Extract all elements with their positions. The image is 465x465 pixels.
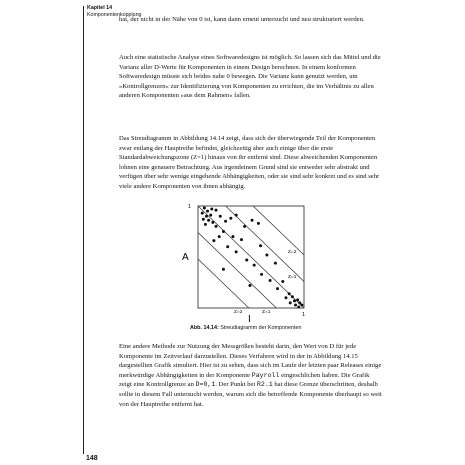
scatter-point xyxy=(203,207,206,210)
zone-label-z2-bottom: Z=2 xyxy=(234,310,243,315)
scatter-point xyxy=(289,301,292,304)
scatter-point xyxy=(265,253,268,256)
scatter-point xyxy=(291,295,294,298)
figure-caption xyxy=(190,325,301,331)
scatter-point xyxy=(206,210,209,213)
paragraph-3 xyxy=(119,342,383,409)
caption-text: Streudiagramm der Komponenten xyxy=(220,325,302,331)
paragraph-0: hat, der nicht in der Nähe von 0 ist, kann dann erneut untersucht und neu strukturiert werden. xyxy=(119,16,365,23)
scatter-point xyxy=(222,268,225,271)
scatter-point xyxy=(205,215,208,218)
scatter-point xyxy=(219,215,222,218)
scatter-point xyxy=(235,214,238,217)
scatter-point xyxy=(215,225,218,228)
scatter-point xyxy=(224,220,227,223)
scatter-point xyxy=(202,218,205,221)
scatter-point xyxy=(211,221,214,224)
paragraph-3-part-d: hat diese Grenze überschritten, deshalb sollte in diesem Fall untersucht werden, warum sich die betreffende Komponente überhaupt so weit von der Hauptreihe entfernt hat. xyxy=(119,381,382,408)
code-payroll: Payroll xyxy=(251,371,280,379)
scatter-point xyxy=(276,287,279,290)
scatter-point xyxy=(231,235,234,238)
scatter-point xyxy=(226,245,229,248)
scatter-point xyxy=(300,303,303,306)
scatter-point xyxy=(284,296,287,299)
scatter-point xyxy=(281,280,284,283)
x-axis-label: I xyxy=(248,314,251,325)
paragraph-2: Das Streudiagramm in Abbildung 14.14 zeigt, dass sich der überwiegende Teil der Komponenten zwar entlang der Hauptreihe befindet, gleichzeitig aber auch einige über die erste Standardabweichungszone (Z=1) hinaus von ihr entfernt sind. Diese abweichenden Komponenten lohnen eine genauere Betrachtung. Aus irgendeinem Grund sind sie entweder sehr abstrakt und verfügen über sehr wenige eingehende Abhängigkeiten, oder sie sind sehr konkret und es sind sehr viele andere Komponenten von ihnen abhängig. xyxy=(119,135,380,190)
scatter-point xyxy=(259,244,262,247)
scatter-point xyxy=(204,223,207,226)
x-tick-label: 1 xyxy=(302,312,306,318)
y-tick-label: 1 xyxy=(188,204,192,210)
paragraph-3-part-a: Eine andere Methode zur Nutzung der Messgrößen besteht darin, den Wert von D für jede Komponente im Zeitverlauf darzustellen. Dieses Verfahren wird in der in Abbildung 14.15 dargestellten Grafik simuliert. Hier ist zu sehen, dass sich im Laufe der letzten paar Releases einige merkwürdige Abhängigkeiten in der Komponente xyxy=(119,343,382,379)
scatter-point xyxy=(260,273,263,276)
scatter-point xyxy=(296,298,299,301)
scatter-point xyxy=(240,238,243,241)
scatter-point xyxy=(248,284,251,287)
scatter-point xyxy=(212,239,215,242)
zone-label-z1-bottom: Z=1 xyxy=(262,310,271,315)
zone-label-z2-right: Z=2 xyxy=(288,250,297,255)
scatter-point xyxy=(218,235,221,238)
scatter-point xyxy=(210,208,213,211)
paragraph-3-part-b: eingeschlichen haben. Die Grafik zeigt eine Kontrollgrenze an xyxy=(119,371,370,389)
paragraph-3-part-c: . Der Punkt bei xyxy=(215,381,257,389)
scatter-chart xyxy=(178,196,328,324)
caption-label: Abb. 14.14: xyxy=(190,325,219,331)
scatter-point xyxy=(293,299,296,302)
page-number: 148 xyxy=(86,455,98,462)
scatter-point xyxy=(274,262,277,265)
paragraph-1: Auch eine statistische Analyse eines Softwaredesigns ist möglich. So lassen sich das Mittel und die Varianz aller D-Werte für Komponenten in einem Design berechnen. In einem konformen Softwaredesign müsste sich beides nahe 0 bewegen. Die Varianz kann genutzt werden, um »Kontrollgrenzen« zur Identifizierung von Komponenten zu errichten, die im Verhältnis zu allen anderen Komponenten »aus dem Rahmen« fallen. xyxy=(119,54,381,100)
scatter-point xyxy=(207,219,210,222)
zone-label-z1-right: Z=1 xyxy=(288,275,297,280)
y-axis-label: A xyxy=(182,252,189,263)
scatter-point xyxy=(201,212,204,215)
scatter-point xyxy=(209,214,212,217)
scatter-point xyxy=(229,217,232,220)
scatter-point xyxy=(235,250,238,253)
scatter-point xyxy=(294,303,297,306)
scatter-point xyxy=(222,230,225,233)
code-d-limit: D=0,1 xyxy=(195,381,216,389)
scatter-point xyxy=(245,259,248,262)
scatter-point xyxy=(297,305,300,308)
scatter-point xyxy=(253,264,256,267)
scatter-point xyxy=(288,292,291,295)
scatter-point xyxy=(243,225,246,228)
code-release: R2.1 xyxy=(256,381,273,389)
scatter-point xyxy=(257,222,260,225)
chapter-label: Kapitel 14 xyxy=(87,5,113,11)
scatter-point xyxy=(251,219,254,222)
scatter-point xyxy=(215,209,218,212)
scatter-point xyxy=(269,279,272,282)
margin-rule xyxy=(83,6,84,454)
chapter-title: Komponentenkopplung xyxy=(87,12,142,18)
